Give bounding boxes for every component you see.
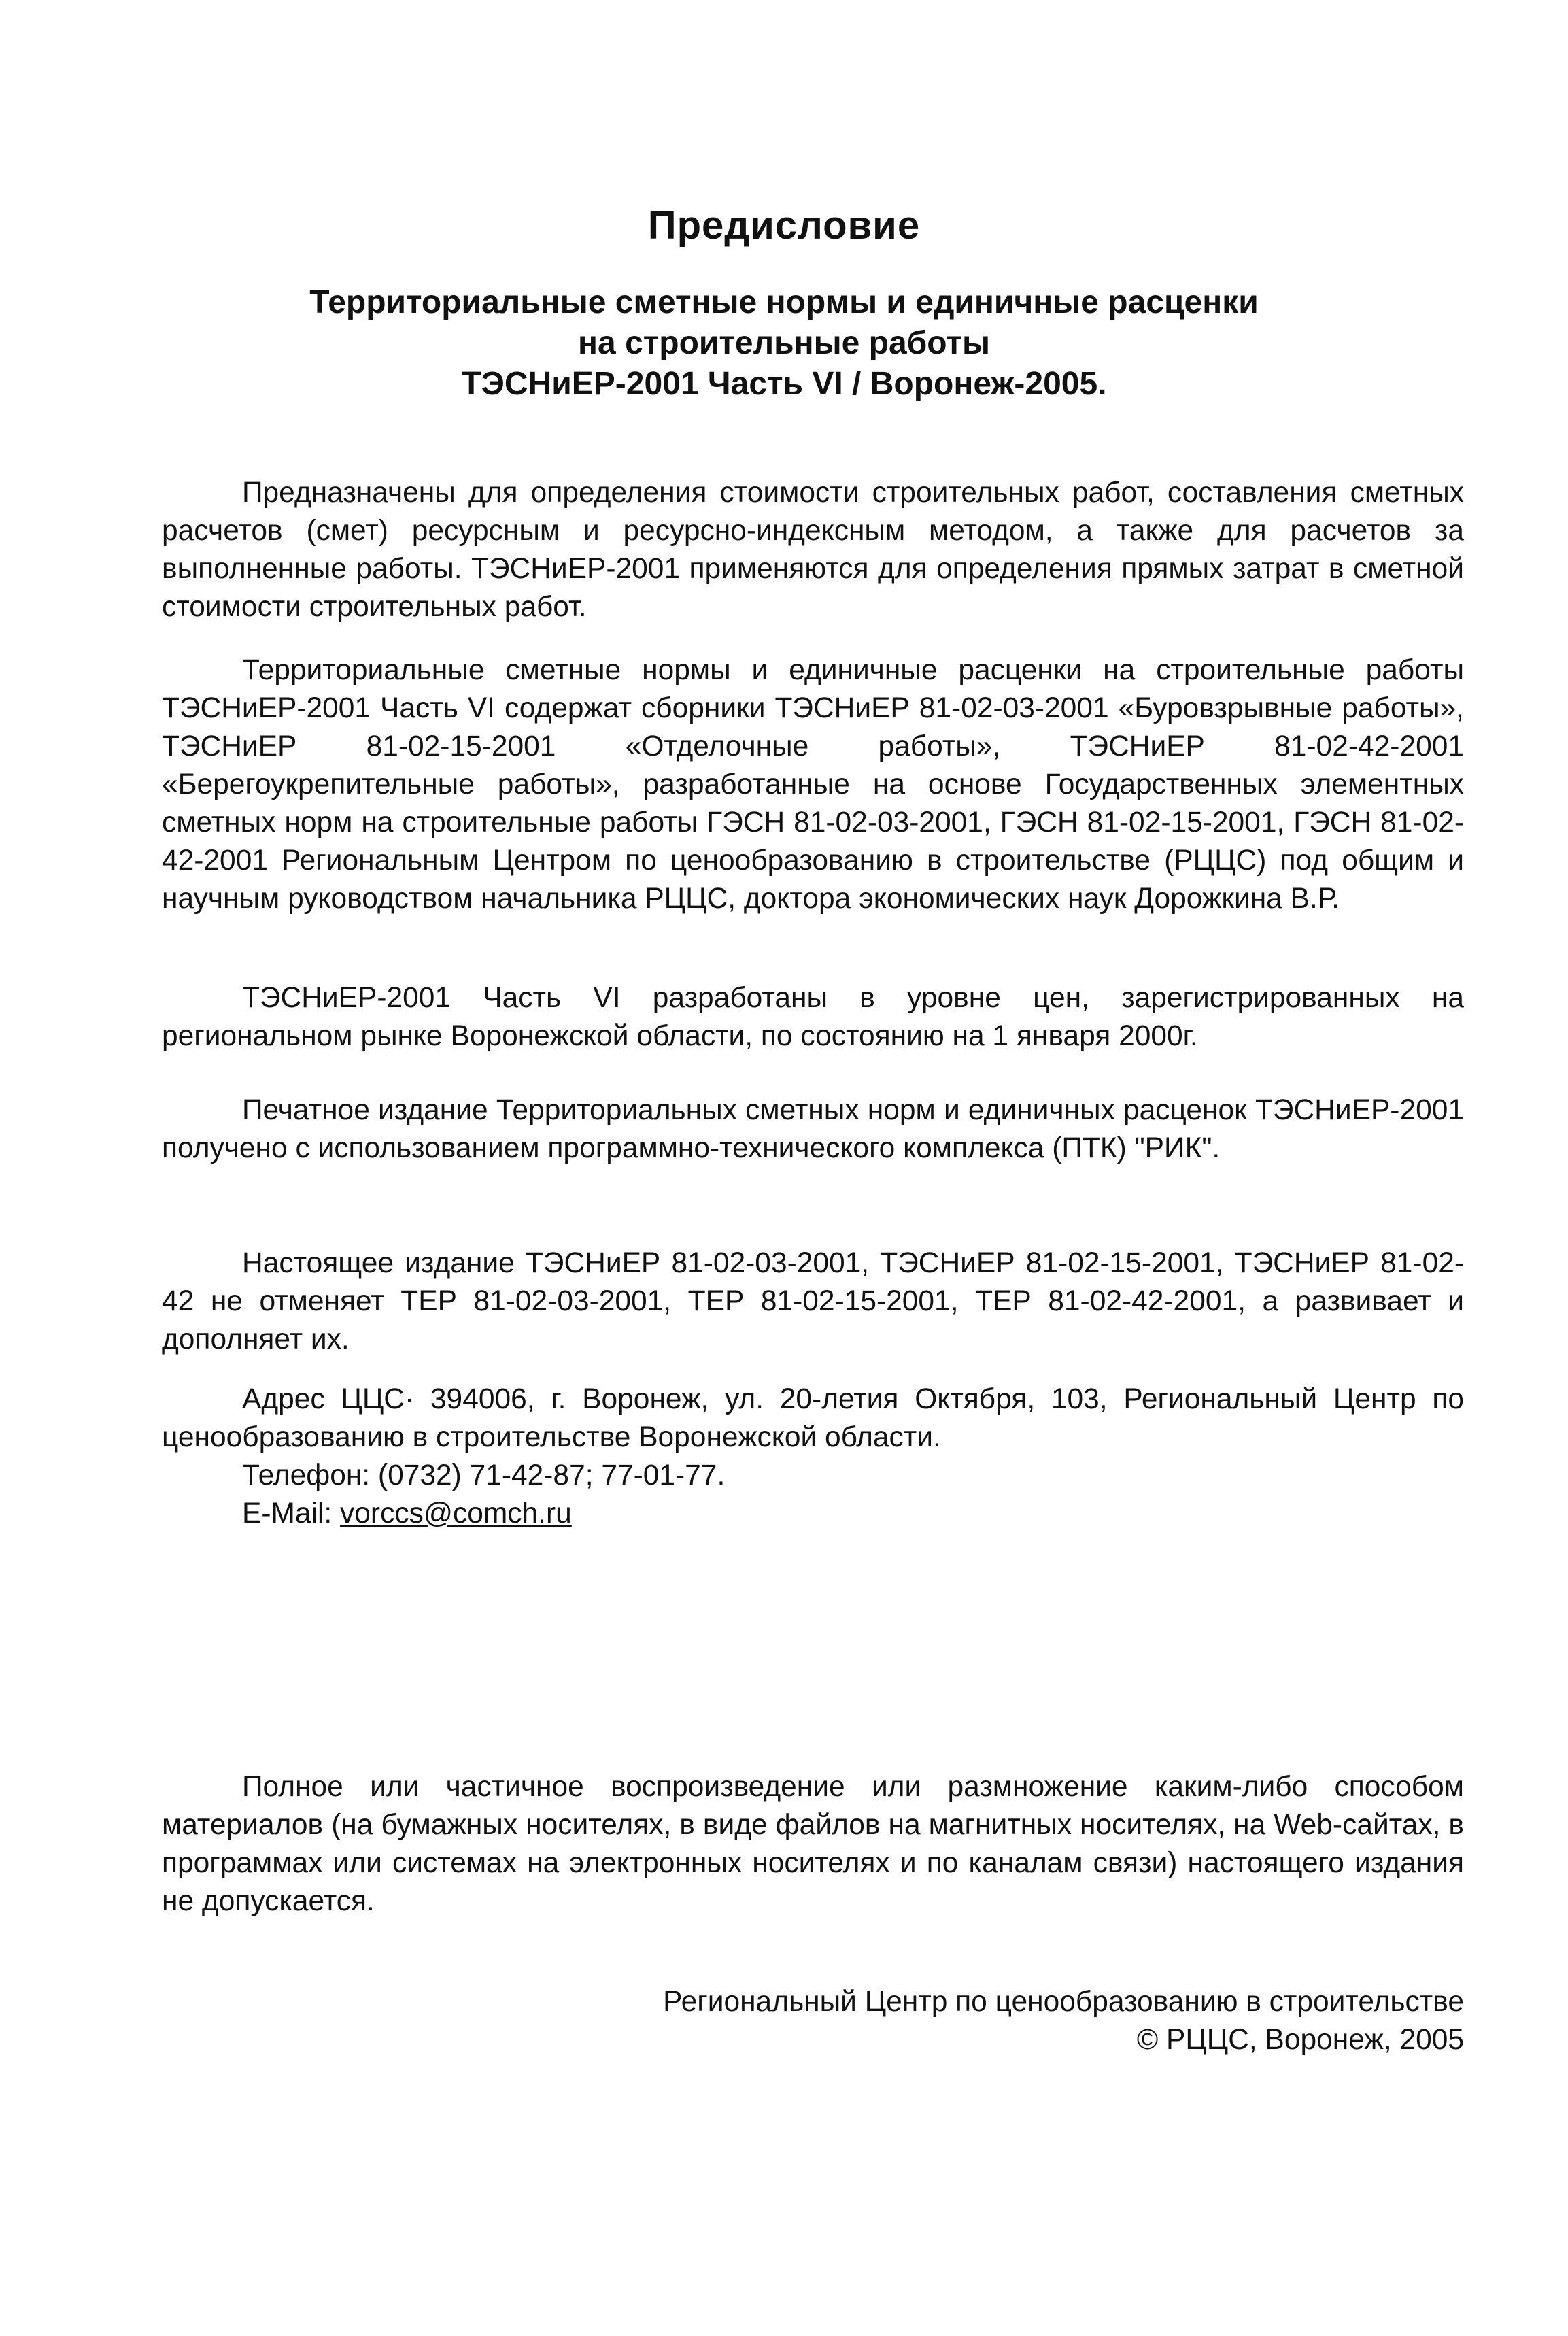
paragraph-contents: Территориальные сметные нормы и единичные расценки на строительные работы ТЭСНиЕР-2001 Часть VI содержат сборники ТЭСНиЕР 81-02-03-2001 «Буровзрывные работы», ТЭСНиЕР 81-02-15-2001 «Отделочные работы», ТЭСНиЕР 81-02-42-2001 «Берегоукрепительные работы», разработанные на основе Государственных элементных сметных норм на строительные работы ГЭСН 81-02-03-2001, ГЭСН 81-02-15-2001, ГЭСН 81-02-42-2001 Региональным Центром по ценообразованию в строительстве (РЦЦС) под общим и научным руководством начальника РЦЦС, доктора экономических наук Дорожкина В.Р.: [162, 654, 1464, 915]
paragraph-current-edition: Настоящее издание ТЭСНиЕР 81-02-03-2001, ТЭСНиЕР 81-02-15-2001, ТЭСНиЕР 81-02-42 не отменяет ТЕР 81-02-03-2001, ТЕР 81-02-15-2001, ТЕР 81-02-42-2001, а развивает и дополняет их.: [162, 1247, 1464, 1355]
signature-organization: Региональный Центр по ценообразованию в строительстве: [663, 1986, 1464, 2018]
contact-address: Адрес ЦЦС· 394006, г. Воронеж, ул. 20-летия Октября, 103, Региональный Центр по ценообразованию в строительстве Воронежской области.: [162, 1383, 1464, 1453]
contact-block: [162, 1381, 1464, 1533]
subtitle-line: Территориальные сметные нормы и единичные расценки: [309, 284, 1259, 320]
page-title: Предисловие: [647, 203, 921, 248]
copyright-notice: Полное или частичное воспроизведение или размножение каким-либо способом материалов (на бумажных носителях, в виде файлов на магнитных носителях, на Web-сайтах, в программах или системах на электронных носителях и по каналам связи) настоящего издания не допускается.: [162, 1771, 1464, 1917]
paragraph-print-edition: Печатное издание Территориальных сметных норм и единичных расценок ТЭСНиЕР-2001 получено с использованием программно-технического комплекса (ПТК) "РИК".: [162, 1094, 1464, 1164]
document-subtitle: [0, 282, 1568, 405]
subtitle-line: ТЭСНиЕР-2001 Часть VI / Воронеж-2005.: [461, 366, 1107, 402]
signature-copyright: © РЦЦС, Воронеж, 2005: [1136, 2024, 1464, 2056]
subtitle-line: на строительные работы: [578, 325, 990, 361]
paragraph-purpose: Предназначены для определения стоимости строительных работ, составления сметных расчетов (смет) ресурсным и ресурсно-индексным методом, а также для расчетов за выполненные работы. ТЭСНиЕР-2001 применяются для определения прямых затрат в сметной стоимости строительных работ.: [162, 477, 1464, 623]
contact-email-line: [162, 1495, 1464, 1533]
contact-phone: Телефон: (0732) 71-42-87; 77-01-77.: [242, 1459, 726, 1491]
paragraph-price-level: ТЭСНиЕР-2001 Часть VI разработаны в уровне цен, зарегистрированных на региональном рынке Воронежской области, по состоянию на 1 января 2000г.: [162, 982, 1464, 1052]
contact-email-label: E-Mail:: [242, 1497, 341, 1529]
signature-block: [663, 1983, 1464, 2059]
contact-email-link[interactable]: vorccs@comch.ru: [340, 1497, 572, 1529]
